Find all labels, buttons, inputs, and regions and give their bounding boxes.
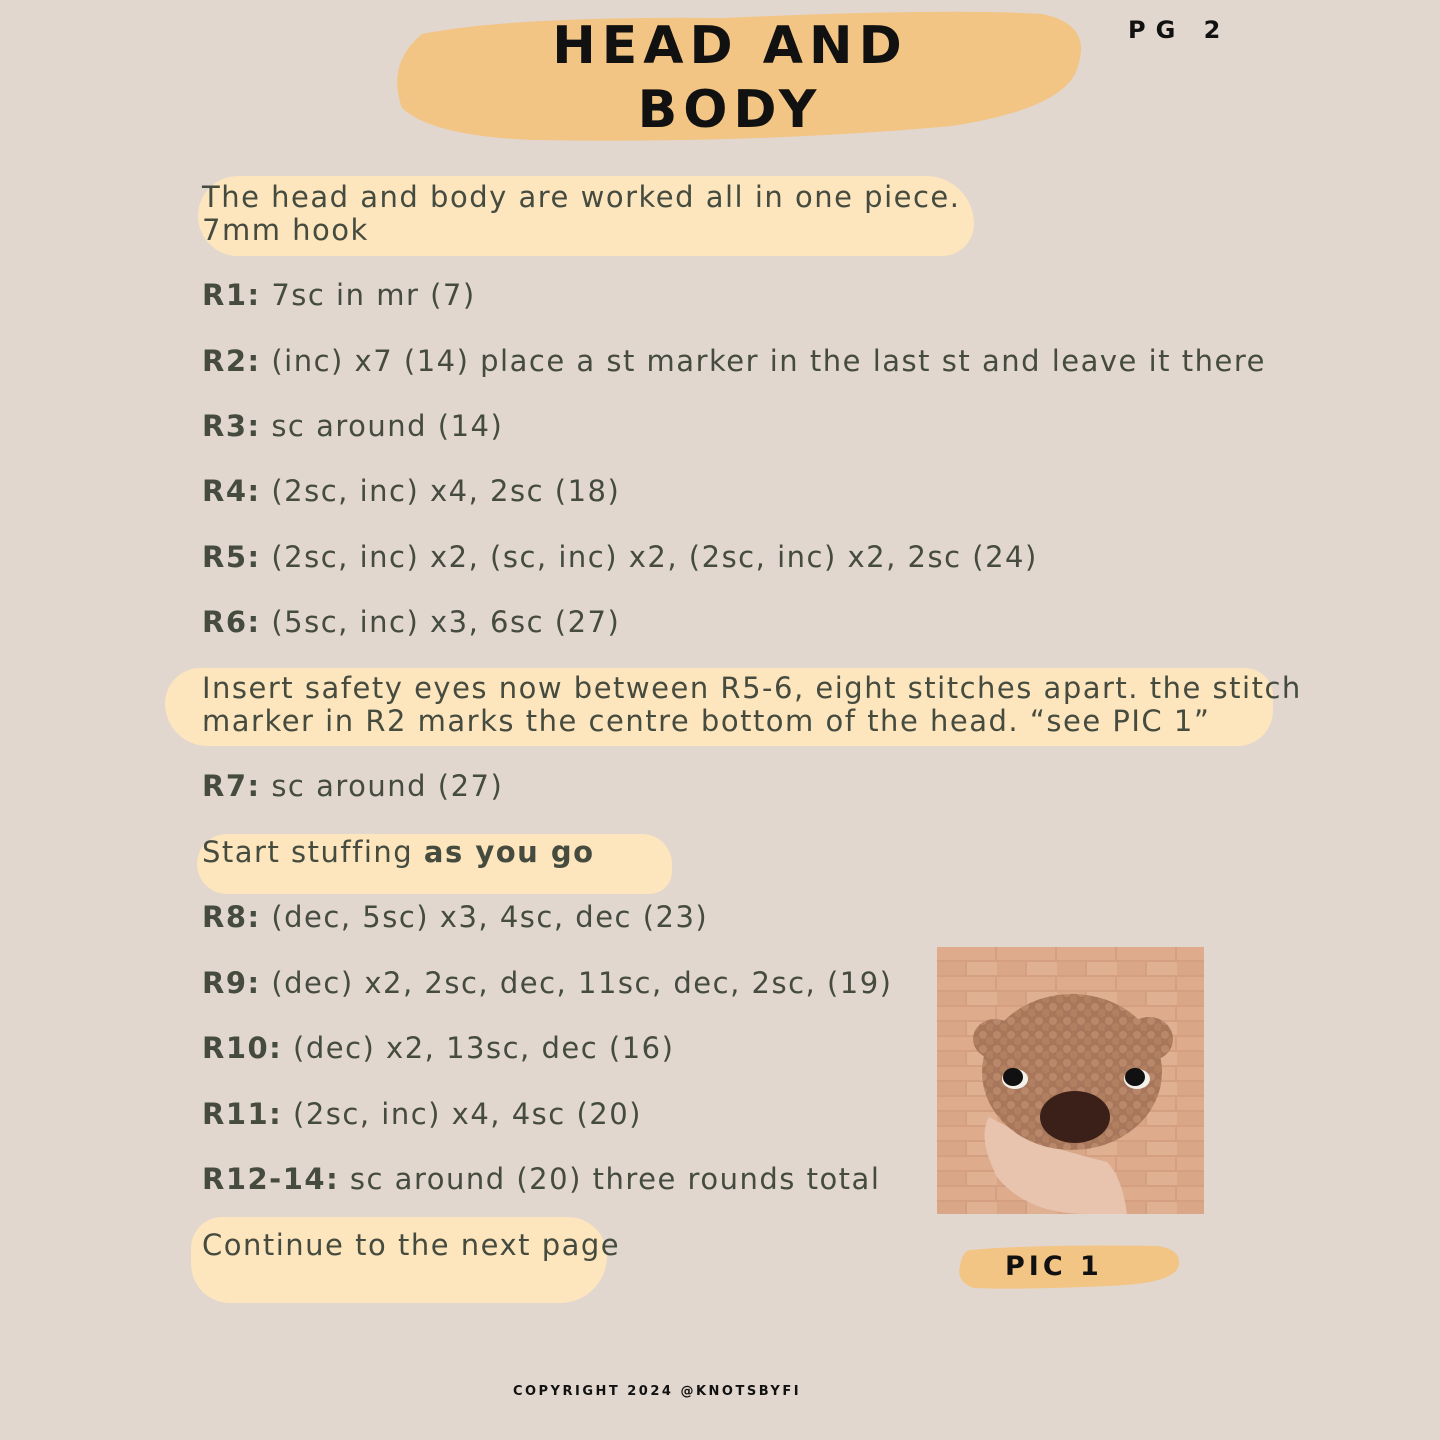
intro-line-2: 7mm hook (202, 213, 369, 247)
copyright: COPYRIGHT 2024 @KNOTSBYFI (512, 1384, 802, 1399)
round-r4 (202, 474, 620, 508)
round-label: R10: (202, 1031, 283, 1065)
round-text: (2sc, inc) x2, (sc, inc) x2, (2sc, inc) x2, 2sc (24) (271, 540, 1038, 574)
round-r8 (202, 900, 708, 934)
eyes-note-line-2: marker in R2 marks the centre bottom of the head. “see PIC 1” (202, 704, 1211, 738)
round-text: sc around (14) (271, 409, 504, 443)
page-title (430, 14, 1030, 142)
round-text: (5sc, inc) x3, 6sc (27) (271, 605, 621, 639)
round-r3 (202, 409, 503, 443)
round-label: R6: (202, 605, 261, 639)
round-text: sc around (27) (271, 769, 504, 803)
round-r7 (202, 769, 503, 803)
eyes-note-line-1: Insert safety eyes now between R5-6, eight stitches apart. the stitch (202, 671, 1302, 705)
stuffing-note (202, 835, 595, 869)
round-text: (dec) x2, 2sc, dec, 11sc, dec, 2sc, (19) (271, 966, 893, 1000)
round-text: (2sc, inc) x4, 2sc (18) (271, 474, 621, 508)
round-r9 (202, 966, 892, 1000)
round-text: (dec) x2, 13sc, dec (16) (293, 1031, 675, 1065)
stuffing-note-start: Start stuffing (202, 835, 414, 869)
round-r11 (202, 1097, 642, 1131)
stuffing-note-end: as you go (423, 835, 595, 869)
round-label: R2: (202, 344, 261, 378)
round-label: R7: (202, 769, 261, 803)
pic-1-photo (937, 947, 1204, 1214)
round-label: R5: (202, 540, 261, 574)
continue-note: Continue to the next page (202, 1228, 621, 1262)
round-text: (dec, 5sc) x3, 4sc, dec (23) (271, 900, 709, 934)
title-line-1: HEAD AND (552, 16, 908, 76)
round-label: R8: (202, 900, 261, 934)
round-label: R11: (202, 1097, 283, 1131)
round-text: sc around (20) three rounds total (349, 1162, 881, 1196)
round-label: R12-14: (202, 1162, 340, 1196)
title-line-2: BODY (637, 80, 823, 140)
round-r12-14 (202, 1162, 880, 1196)
round-label: R3: (202, 409, 261, 443)
page-number: PG 2 (1128, 16, 1231, 44)
round-label: R1: (202, 278, 261, 312)
round-r1 (202, 278, 476, 312)
round-text: 7sc in mr (7) (271, 278, 476, 312)
round-r10 (202, 1031, 674, 1065)
round-r2 (202, 344, 1266, 378)
pic-1-label: PIC 1 (1005, 1251, 1103, 1282)
round-label: R4: (202, 474, 261, 508)
round-r6 (202, 605, 620, 639)
round-r5 (202, 540, 1038, 574)
intro-line-1: The head and body are worked all in one piece. (202, 180, 961, 214)
round-label: R9: (202, 966, 261, 1000)
round-text: (inc) x7 (14) place a st marker in the last st and leave it there (271, 344, 1266, 378)
round-text: (2sc, inc) x4, 4sc (20) (293, 1097, 642, 1131)
